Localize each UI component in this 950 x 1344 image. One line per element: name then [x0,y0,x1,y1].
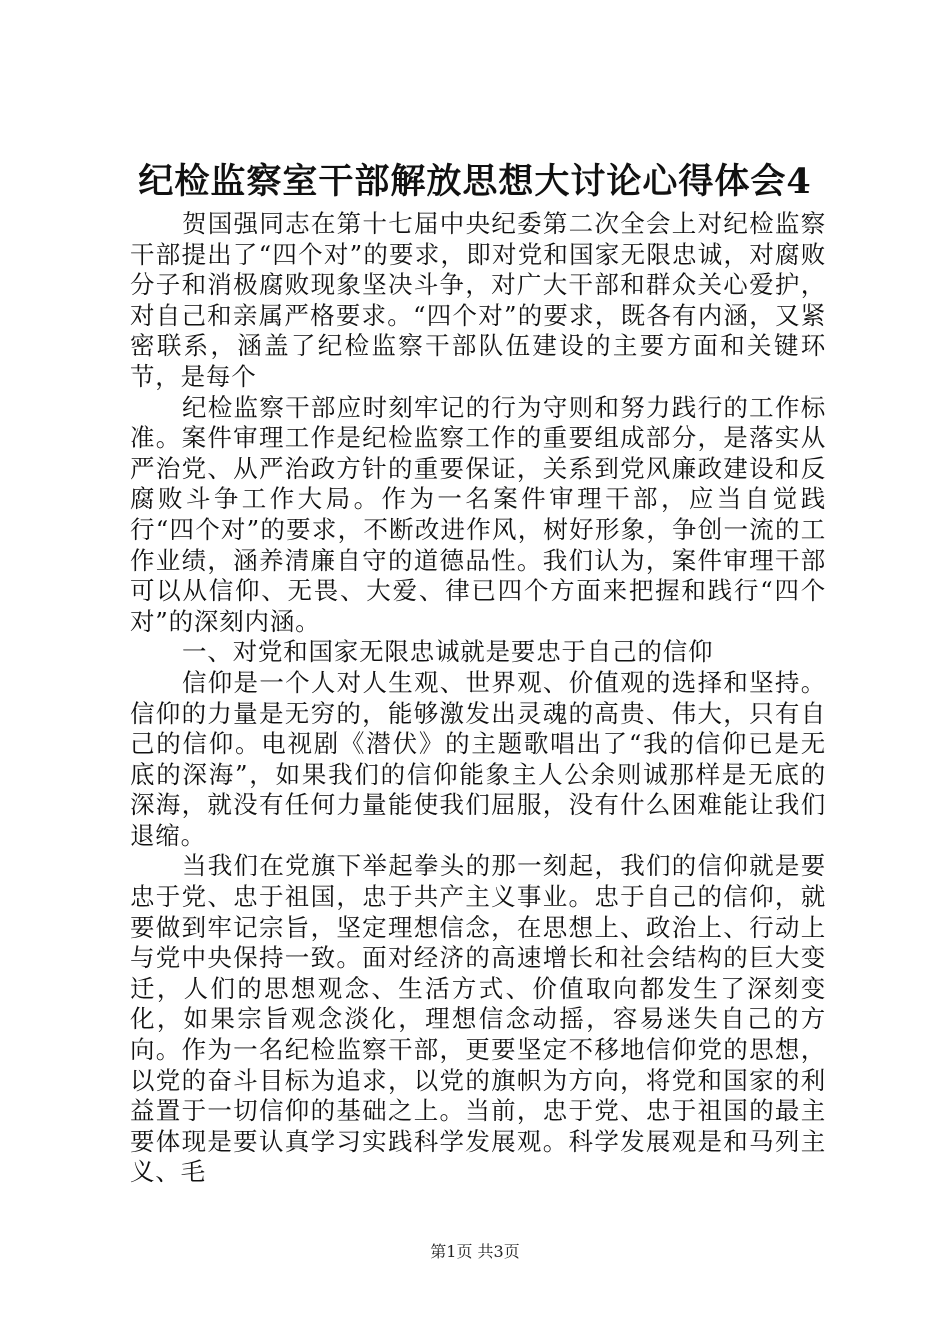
paragraph-1: 贺国强同志在第十七届中央纪委第二次全会上对纪检监察干部提出了“四个对”的要求，即对党和国家无限忠诚，对腐败分子和消极腐败现象坚决斗争，对广大干部和群众关心爱护，对自己和亲属严格要求。“四个对”的要求，既各有内涵，又紧密联系，涵盖了纪检监察干部队伍建设的主要方面和关键环节，是每个 [130,209,826,391]
paragraph-2: 纪检监察干部应时刻牢记的行为守则和努力践行的工作标准。案件审理工作是纪检监察工作的重要组成部分，是落实从严治党、从严治政方针的重要保证，关系到党风廉政建设和反腐败斗争工作大局。作为一名案件审理干部，应当自觉践行“四个对”的要求，不断改进作风，树好形象，争创一流的工作业绩，涵养清廉自守的道德品性。我们认为，案件审理干部可以从信仰、无畏、大爱、律已四个方面来把握和践行“四个对”的深刻内涵。 [130,392,826,636]
page-number-footer: 第1页 共3页 [430,1242,520,1261]
section-heading-1: 一、对党和国家无限忠诚就是要忠于自己的信仰 [182,637,714,667]
paragraph-4: 当我们在党旗下举起拳头的那一刻起，我们的信仰就是要忠于党、忠于祖国，忠于共产主义事业。忠于自己的信仰，就要做到牢记宗旨，坚定理想信念，在思想上、政治上、行动上与党中央保持一致。面对经济的高速增长和社会结构的巨大变迁，人们的思想观念、生活方式、价值取向都发生了深刻变化，如果宗旨观念淡化，理想信念动摇，容易迷失自己的方向。作为一名纪检监察干部，更要坚定不移地信仰党的思想，以党的奋斗目标为追求，以党的旗帜为方向，将党和国家的利益置于一切信仰的基础之上。当前，忠于党、忠于祖国的最主要体现是要认真学习实践科学发展观。科学发展观是和马列主义、毛 [130,851,826,1187]
paragraph-3: 信仰是一个人对人生观、世界观、价值观的选择和坚持。信仰的力量是无穷的，能够激发出灵魂的高贵、伟大，只有自己的信仰。电视剧《潜伏》的主题歌唱出了“我的信仰已是无底的深海”，如果我们的信仰能象主人公余则诚那样是无底的深海，就没有任何力量能使我们屈服，没有什么困难能让我们退缩。 [130,667,826,850]
document-title: 纪检监察室干部解放思想大讨论心得体会4 [138,161,812,202]
document-body [130,209,826,1188]
